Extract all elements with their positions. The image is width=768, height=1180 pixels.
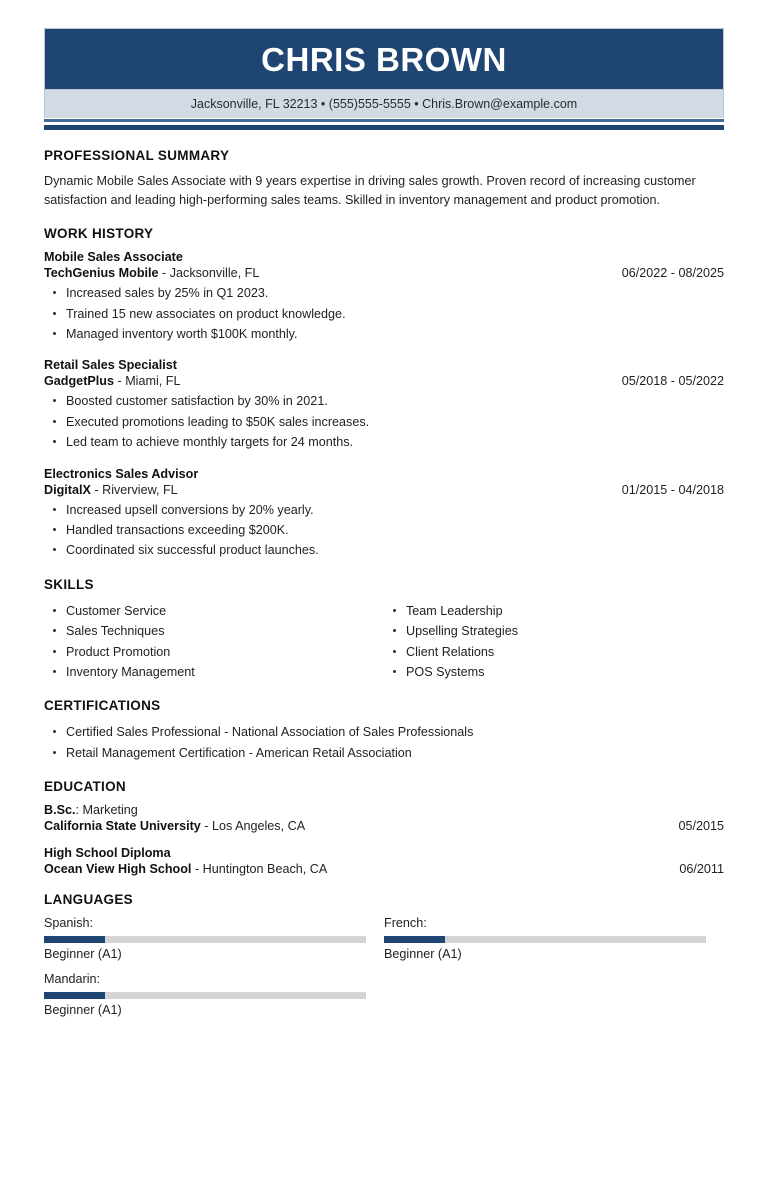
- language-name: Mandarin:: [44, 972, 101, 987]
- language-entry: [384, 916, 724, 961]
- job-location: Miami, FL: [125, 374, 181, 389]
- section-title-certifications: CERTIFICATIONS: [44, 698, 161, 714]
- education-separator: -: [194, 862, 200, 877]
- job-dates: 01/2015 - 04/2018: [621, 482, 724, 497]
- certification-item: Retail Management Certification - American Retail Association: [44, 743, 724, 763]
- job-dates: 06/2022 - 08/2025: [621, 266, 724, 281]
- work-entry: [44, 467, 724, 561]
- education-school-location: [44, 819, 305, 833]
- contact-banner: [44, 90, 724, 118]
- certifications-list: [44, 722, 724, 763]
- job-bullet: Handled transactions exceeding $200K.: [44, 520, 724, 540]
- job-bullet: Executed promotions leading to $50K sales increases.: [44, 412, 724, 432]
- job-separator: -: [117, 374, 122, 389]
- job-title: Mobile Sales Associate: [44, 250, 183, 265]
- job-company-location: [44, 266, 259, 280]
- job-location: Jacksonville, FL: [169, 266, 260, 281]
- section-skills: [44, 577, 724, 683]
- language-proficiency-fill: [44, 992, 105, 999]
- professional-summary-text: Dynamic Mobile Sales Associate with 9 years expertise in driving sales growth. Proven record of increasing customer satisfaction and leading high-performing sales teams. Skilled in inventory management and product promotion.: [44, 174, 696, 208]
- skills-column-left: [44, 601, 384, 683]
- education-degree-field: : Marketing: [75, 803, 138, 818]
- education-school-location: [44, 862, 327, 876]
- job-bullet-list: [44, 391, 724, 452]
- language-level: Beginner (A1): [384, 947, 462, 962]
- education-separator: -: [204, 819, 209, 834]
- education-degree-label: High School Diploma: [44, 846, 171, 861]
- job-company: TechGenius Mobile: [44, 266, 159, 281]
- job-bullet: Boosted customer satisfaction by 30% in 2021.: [44, 391, 724, 411]
- language-entry: [44, 972, 384, 1017]
- education-location: Huntington Beach, CA: [202, 862, 328, 877]
- certification-item: Certified Sales Professional - National Association of Sales Professionals: [44, 722, 724, 742]
- education-degree: [44, 846, 724, 860]
- education-location: Los Angeles, CA: [211, 819, 306, 834]
- section-education: [44, 779, 724, 876]
- job-meta-line: [44, 374, 724, 388]
- job-company-location: [44, 483, 178, 497]
- section-certifications: [44, 698, 724, 763]
- skill-item: Team Leadership: [384, 601, 724, 621]
- contact-line: Jacksonville, FL 32213 • (555)555-5555 • Chris.Brown@example.com: [190, 97, 578, 111]
- section-title-professional-summary: PROFESSIONAL SUMMARY: [44, 148, 230, 163]
- section-title-work-history: WORK HISTORY: [44, 226, 154, 242]
- job-title: Retail Sales Specialist: [44, 358, 178, 373]
- language-proficiency-bar: [384, 936, 706, 943]
- job-location: Riverview, FL: [102, 482, 178, 497]
- language-name: French:: [384, 916, 427, 931]
- work-entry: [44, 250, 724, 344]
- job-company: GadgetPlus: [44, 374, 114, 389]
- job-bullet: Managed inventory worth $100K monthly.: [44, 324, 724, 344]
- education-entry: [44, 803, 724, 833]
- skill-item: Inventory Management: [44, 662, 384, 682]
- section-title-languages: LANGUAGES: [44, 892, 133, 908]
- skill-item: Customer Service: [44, 601, 384, 621]
- resume-content: [44, 130, 724, 1028]
- resume-page: [0, 28, 768, 1180]
- education-entry: [44, 846, 724, 876]
- skill-item: Sales Techniques: [44, 621, 384, 641]
- job-bullet: Increased sales by 25% in Q1 2023.: [44, 283, 724, 303]
- language-name: Spanish:: [44, 916, 94, 931]
- work-entry: [44, 358, 724, 452]
- section-title-education: EDUCATION: [44, 779, 126, 795]
- job-separator: -: [94, 482, 99, 497]
- job-company: DigitalX: [44, 482, 91, 497]
- job-dates: 05/2018 - 05/2022: [621, 374, 724, 389]
- skill-item: POS Systems: [384, 662, 724, 682]
- job-company-location: [44, 374, 180, 388]
- skill-item: Product Promotion: [44, 642, 384, 662]
- education-school: Ocean View High School: [44, 862, 192, 877]
- skill-item: Upselling Strategies: [384, 621, 724, 641]
- skill-item: Client Relations: [384, 642, 724, 662]
- language-level: Beginner (A1): [44, 1003, 122, 1018]
- skills-column-right: [384, 601, 724, 683]
- section-work-history: [44, 226, 724, 561]
- education-degree-label: B.Sc.: [44, 803, 76, 818]
- language-level: Beginner (A1): [44, 947, 122, 962]
- skills-list-right: [384, 601, 724, 683]
- job-bullet: Led team to achieve monthly targets for 24 months.: [44, 432, 724, 452]
- job-meta-line: [44, 483, 724, 497]
- job-title: Electronics Sales Advisor: [44, 466, 199, 481]
- languages-grid: [44, 916, 724, 1028]
- education-meta-line: [44, 862, 724, 876]
- education-meta-line: [44, 819, 724, 833]
- job-meta-line: [44, 266, 724, 280]
- job-bullet-list: [44, 283, 724, 344]
- job-bullet: Increased upsell conversions by 20% yearly.: [44, 500, 724, 520]
- language-proficiency-bar: [44, 992, 366, 999]
- education-school: California State University: [44, 819, 201, 834]
- language-proficiency-bar: [44, 936, 366, 943]
- job-bullet-list: [44, 500, 724, 561]
- name-banner: [44, 28, 724, 90]
- section-professional-summary: [44, 148, 724, 210]
- section-languages: [44, 892, 724, 1028]
- job-bullet: Trained 15 new associates on product knowledge.: [44, 304, 724, 324]
- language-proficiency-fill: [384, 936, 445, 943]
- job-separator: -: [162, 266, 167, 281]
- candidate-name: CHRIS BROWN: [261, 40, 507, 78]
- skills-columns: [44, 601, 724, 683]
- resume-header: [44, 28, 724, 130]
- education-date: 05/2015: [678, 819, 724, 834]
- language-entry: [44, 916, 384, 961]
- section-title-skills: SKILLS: [44, 576, 94, 592]
- language-proficiency-fill: [44, 936, 105, 943]
- job-bullet: Coordinated six successful product launches.: [44, 540, 724, 560]
- skills-list-left: [44, 601, 384, 683]
- education-degree: [44, 803, 724, 817]
- education-date: 06/2011: [679, 862, 724, 877]
